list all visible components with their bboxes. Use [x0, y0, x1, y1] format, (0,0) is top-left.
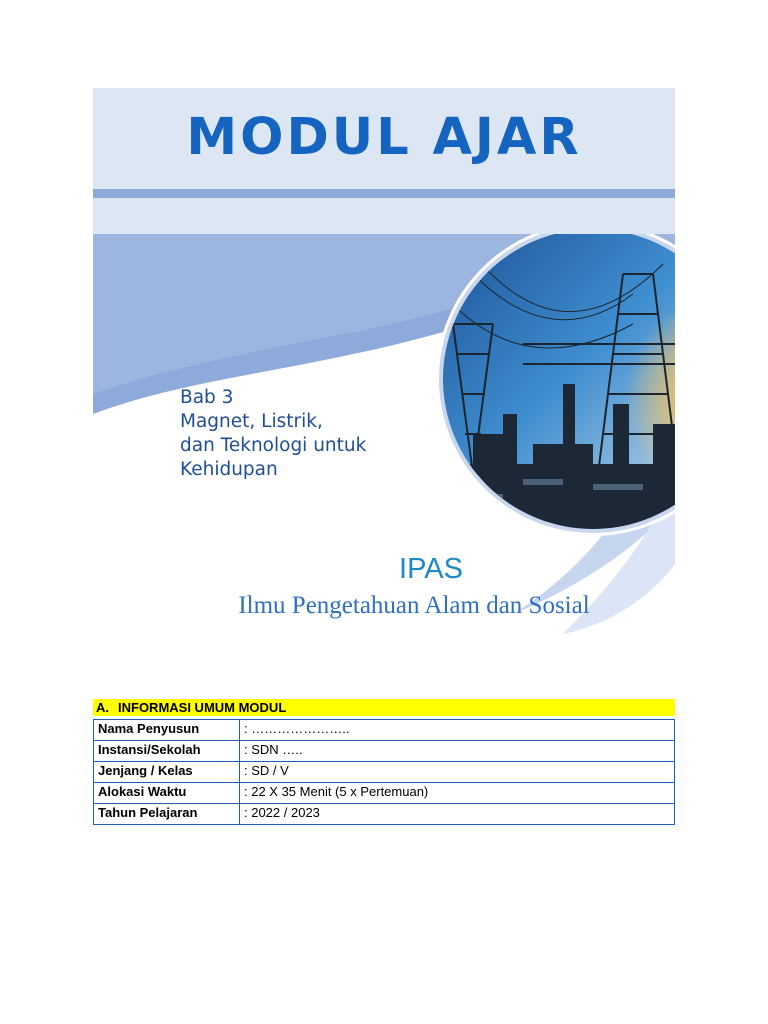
section-title: INFORMASI UMUM MODUL — [118, 700, 287, 715]
chapter-line: dan Teknologi untuk — [180, 435, 367, 456]
row-label: Tahun Pelajaran — [94, 804, 240, 825]
row-label: Alokasi Waktu — [94, 783, 240, 804]
chapter-title — [180, 386, 480, 482]
row-value: : SD / V — [240, 762, 675, 783]
header-band — [93, 198, 675, 234]
row-value: : 2022 / 2023 — [240, 804, 675, 825]
subject-code: IPAS — [399, 553, 463, 585]
subject-full-name: Ilmu Pengetahuan Alam dan Sosial — [238, 592, 590, 619]
cover-title: MODUL AJAR — [186, 108, 582, 167]
row-value: : ………………….. — [240, 720, 675, 741]
section-heading — [93, 699, 675, 716]
table-row — [94, 762, 675, 783]
table-row — [94, 783, 675, 804]
row-label: Nama Penyusun — [94, 720, 240, 741]
table-row — [94, 720, 675, 741]
section-number: A. — [96, 700, 109, 715]
row-value: : SDN ….. — [240, 741, 675, 762]
cover-page — [93, 88, 675, 686]
table-row — [94, 804, 675, 825]
info-table — [93, 719, 675, 825]
table-row — [94, 741, 675, 762]
row-label: Instansi/Sekolah — [94, 741, 240, 762]
chapter-line: Kehidupan — [180, 459, 278, 480]
chapter-line: Magnet, Listrik, — [180, 411, 323, 432]
row-value: : 22 X 35 Menit (5 x Pertemuan) — [240, 783, 675, 804]
title-stripe — [93, 189, 675, 198]
row-label: Jenjang / Kelas — [94, 762, 240, 783]
chapter-line: Bab 3 — [180, 387, 234, 408]
